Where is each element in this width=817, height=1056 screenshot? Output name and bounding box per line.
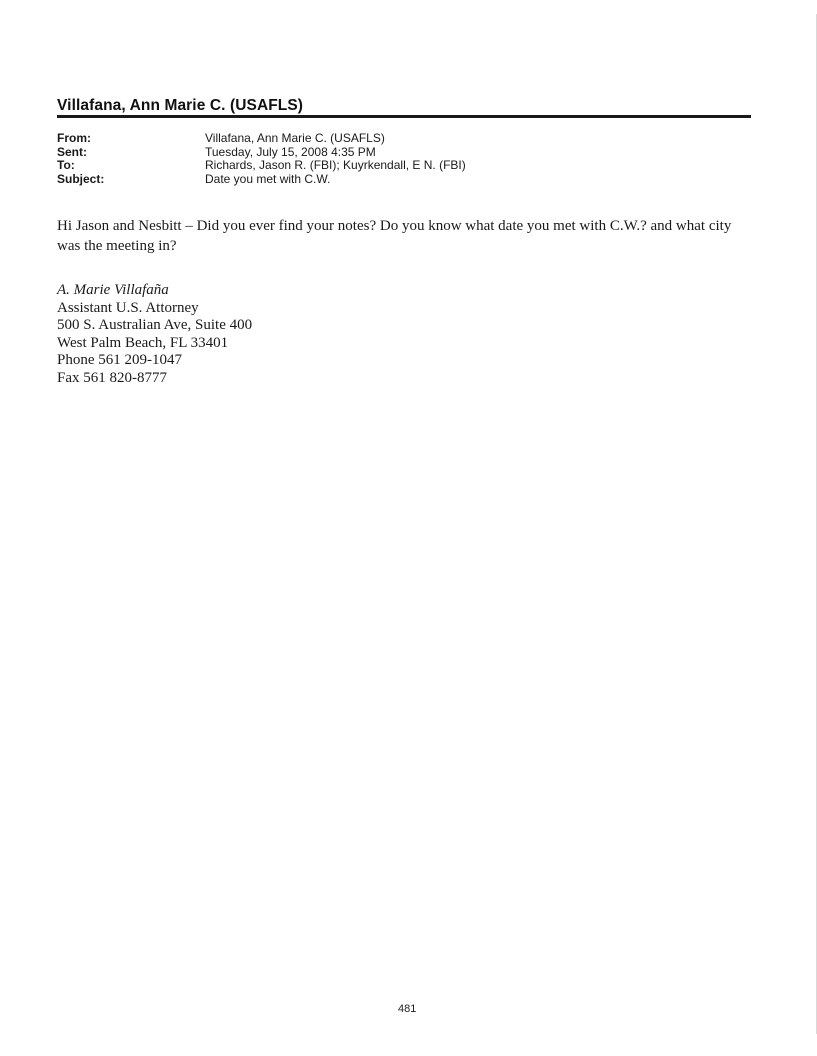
subject-value: Date you met with C.W. (205, 171, 331, 186)
signature-name: A. Marie Villafaña (57, 282, 169, 298)
signature-block (57, 282, 252, 387)
subject-row (57, 173, 466, 187)
page-number: 481 (398, 1003, 417, 1015)
subject-label: Subject: (57, 171, 105, 186)
sent-label: Sent: (57, 144, 87, 159)
document-title: Villafana, Ann Marie C. (USAFLS) (57, 97, 304, 114)
signature-address-line1: 500 S. Australian Ave, Suite 400 (57, 317, 253, 333)
to-value: Richards, Jason R. (FBI); Kuyrkendall, E N. (FBI) (205, 158, 466, 172)
signature-fax: Fax 561 820-8777 (57, 369, 167, 386)
to-row (57, 159, 466, 173)
email-header (57, 132, 466, 186)
from-row (57, 132, 466, 146)
sent-value: Tuesday, July 15, 2008 4:35 PM (205, 144, 376, 159)
signature-phone: Phone 561 209-1047 (57, 352, 182, 368)
title-rule (57, 115, 751, 118)
from-label: From: (57, 131, 91, 145)
to-label: To: (57, 158, 75, 172)
signature-address-line2: West Palm Beach, FL 33401 (57, 334, 229, 351)
signature-title: Assistant U.S. Attorney (57, 299, 199, 316)
sent-row (57, 146, 466, 160)
from-value: Villafana, Ann Marie C. (USAFLS) (205, 131, 385, 145)
message-body: Hi Jason and Nesbitt – Did you ever find your notes? Do you know what date you met with C.W.? and what city was the meeting in? (57, 218, 732, 254)
